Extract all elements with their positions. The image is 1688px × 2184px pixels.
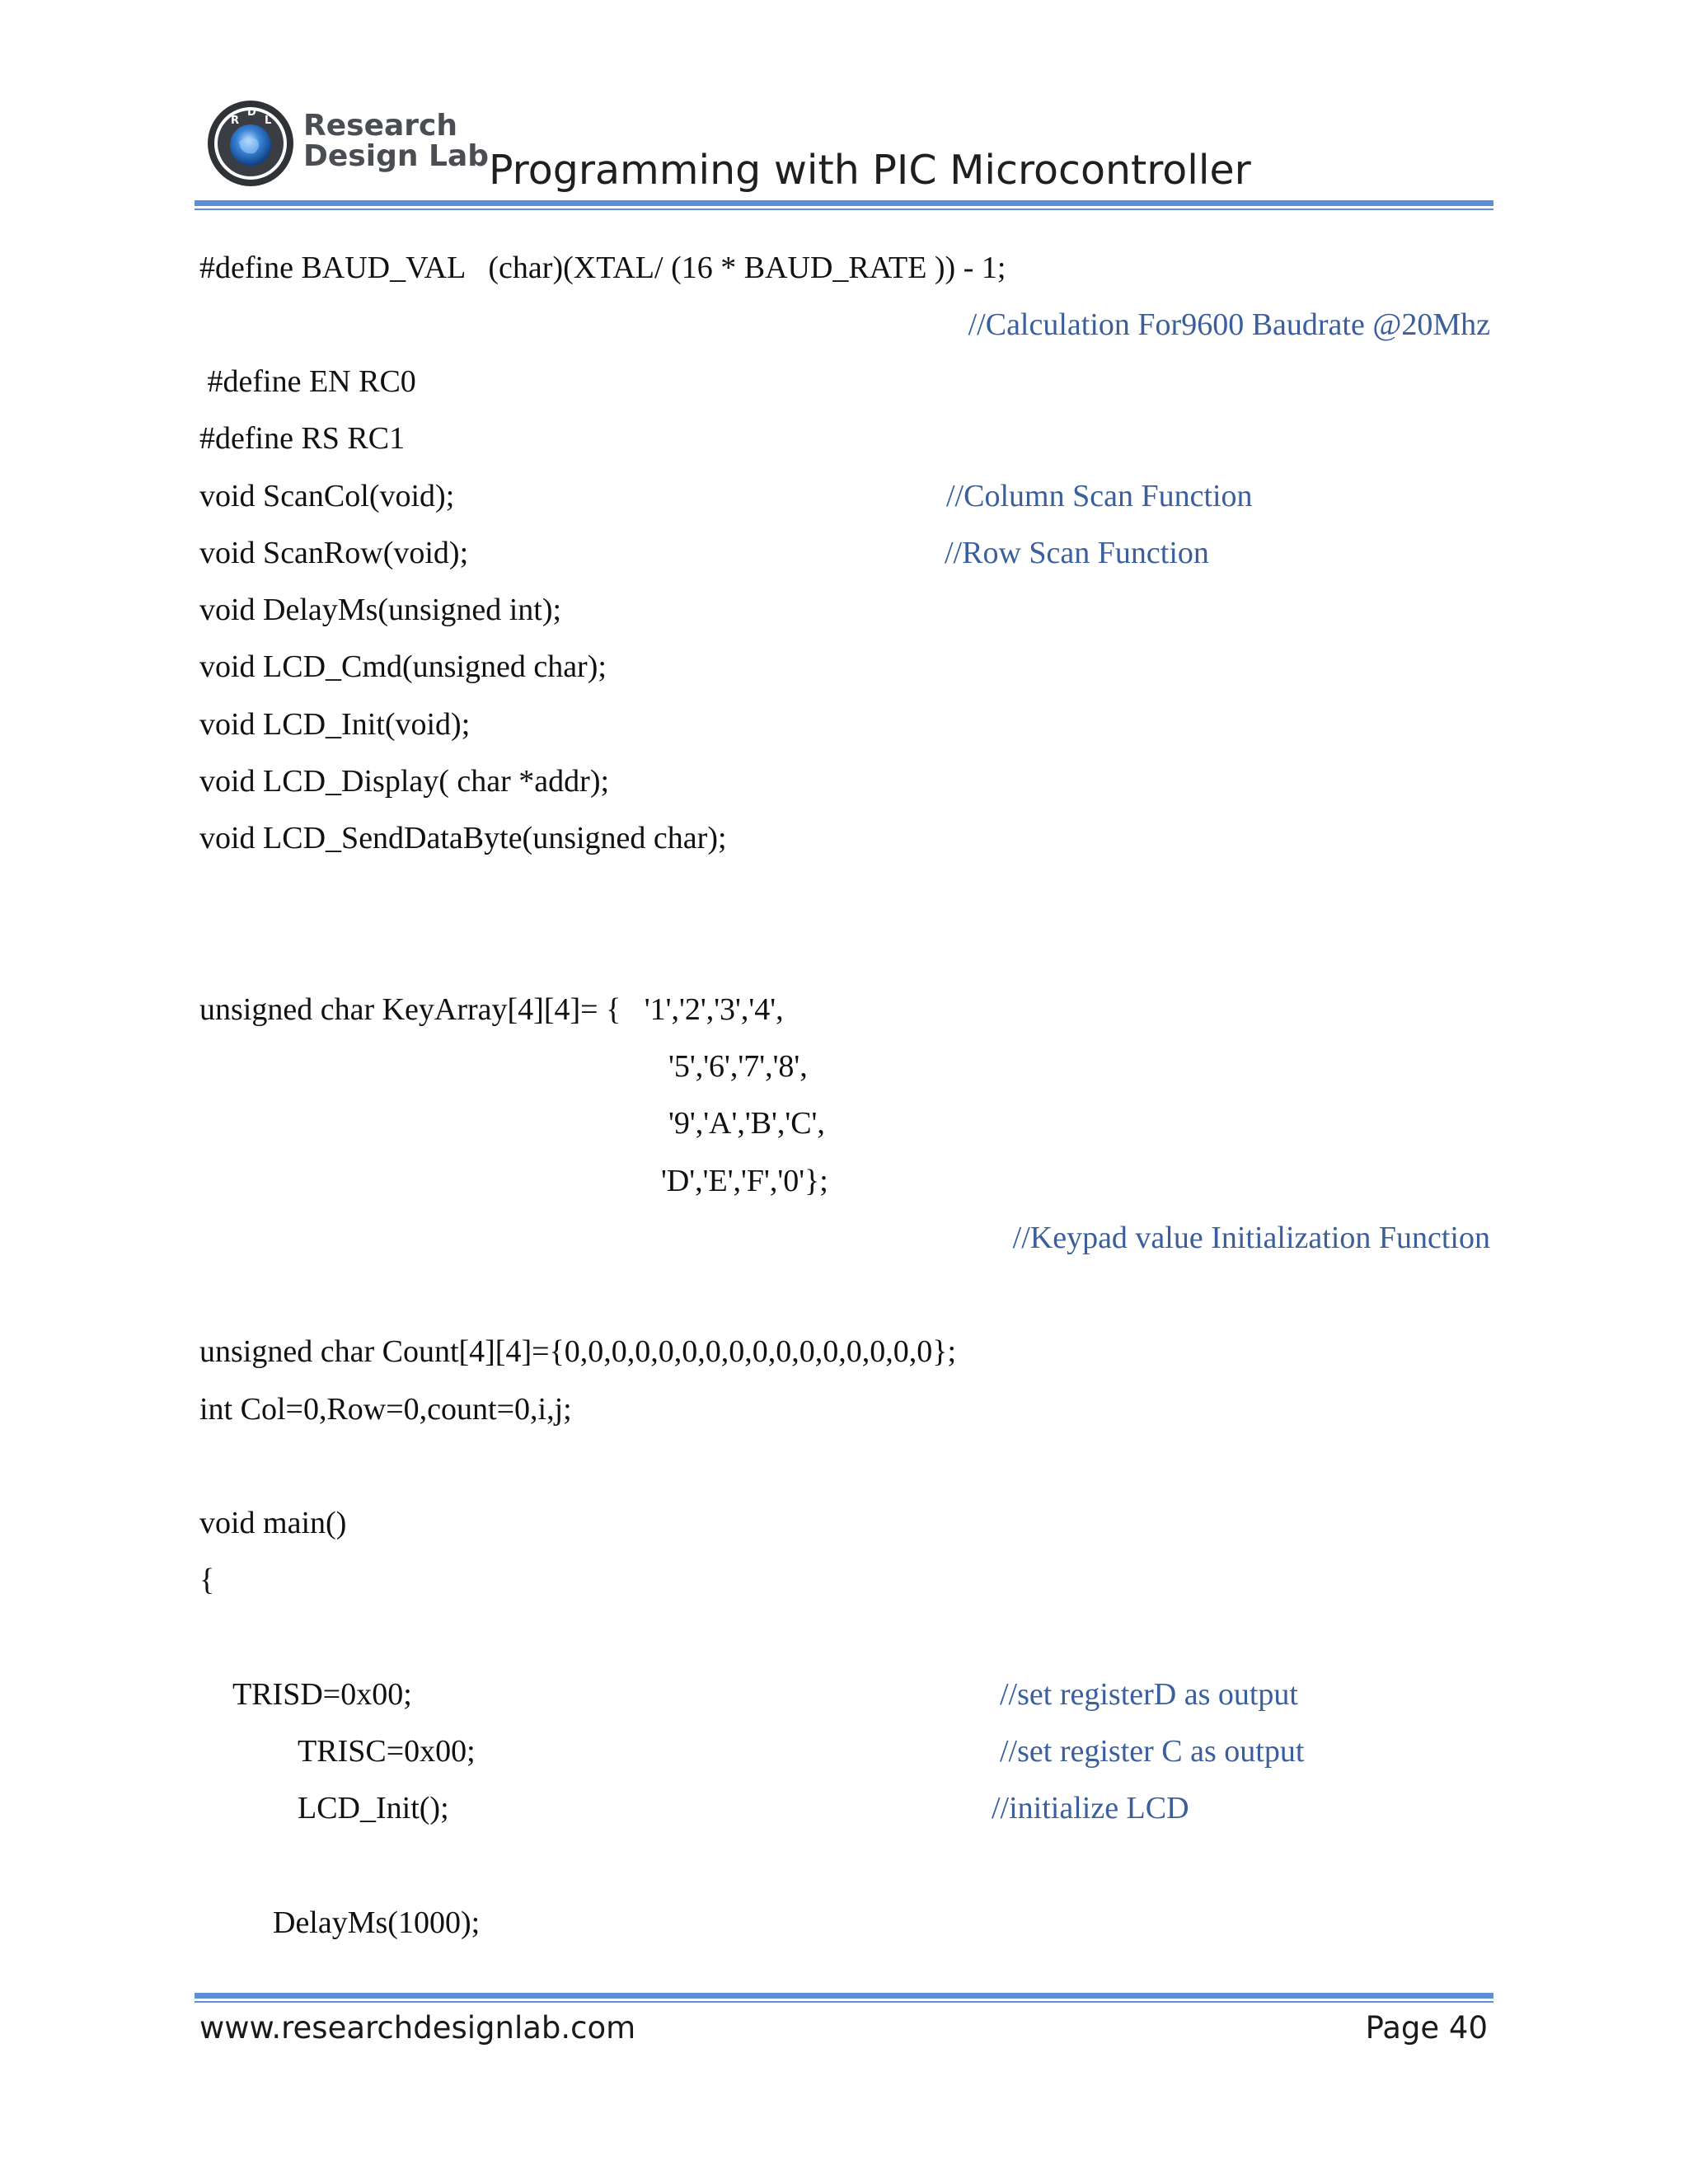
code-line-lcd-cmd: void LCD_Cmd(unsigned char);: [199, 649, 607, 684]
code-line-lcd-display: void LCD_Display( char *addr);: [199, 764, 610, 799]
code-line-delayms-decl: void DelayMs(unsigned int);: [199, 593, 562, 627]
code-line-keyarray-row2: '5','6','7','8',: [668, 1049, 808, 1084]
code-line-keyarray-row4: 'D','E','F','0'};: [661, 1164, 828, 1198]
code-line-open-brace: {: [199, 1563, 215, 1597]
footer-rule-thin: [195, 2001, 1493, 2003]
footer-website-link[interactable]: www.researchdesignlab.com: [199, 2010, 636, 2046]
code-comment-keypad: //Keypad value Initialization Function: [1012, 1221, 1490, 1255]
code-line-scanrow: void ScanRow(void);: [199, 536, 469, 570]
code-line-count: unsigned char Count[4][4]={0,0,0,0,0,0,0,0,0,0,0,0,0,0,0,0};: [199, 1334, 957, 1369]
code-comment-trisc: //set register C as output: [1000, 1734, 1305, 1769]
code-line-int-vars: int Col=0,Row=0,count=0,i,j;: [199, 1392, 572, 1427]
code-line-keyarray-row3: '9','A','B','C',: [668, 1106, 825, 1141]
header-rule: [195, 200, 1493, 206]
code-line-scancol: void ScanCol(void);: [199, 479, 455, 513]
code-line-trisd: TRISD=0x00;: [232, 1677, 412, 1712]
logo-letter-l: L: [265, 115, 272, 127]
code-comment-trisd: //set registerD as output: [1000, 1677, 1298, 1712]
logo-letter-r: R: [231, 115, 240, 127]
brand-name-line2: Design Lab: [303, 139, 489, 173]
header-rule-thin: [195, 209, 1493, 210]
code-comment-baud: //Calculation For9600 Baudrate @20Mhz: [968, 307, 1490, 342]
code-comment-lcd-init: //initialize LCD: [992, 1791, 1189, 1825]
code-line-main: void main(): [199, 1506, 347, 1540]
code-comment-scanrow: //Row Scan Function: [945, 536, 1209, 570]
page-number: Page 40: [1365, 2010, 1488, 2046]
code-line-lcd-senddatabyte: void LCD_SendDataByte(unsigned char);: [199, 821, 727, 855]
code-line-trisc: TRISC=0x00;: [298, 1734, 476, 1769]
code-line-define-en: #define EN RC0: [199, 364, 416, 399]
footer-rule: [195, 1993, 1493, 1999]
code-line-baud-define: #define BAUD_VAL (char)(XTAL/ (16 * BAUD_RATE )) - 1;: [199, 251, 1006, 285]
logo-letter-d: D: [247, 106, 256, 119]
document-title: Programming with PIC Microcontroller: [489, 147, 1251, 194]
rdl-logo-icon: [206, 99, 295, 188]
code-comment-scancol: //Column Scan Function: [946, 479, 1253, 513]
code-line-lcd-init-call: LCD_Init();: [298, 1791, 449, 1825]
code-line-lcd-init-decl: void LCD_Init(void);: [199, 707, 471, 742]
code-line-keyarray: unsigned char KeyArray[4][4]= { '1','2','3','4',: [199, 992, 784, 1027]
code-line-define-rs: #define RS RC1: [199, 421, 406, 456]
code-line-delayms-call: DelayMs(1000);: [273, 1905, 481, 1940]
brand-name-line1: Research: [303, 109, 457, 143]
